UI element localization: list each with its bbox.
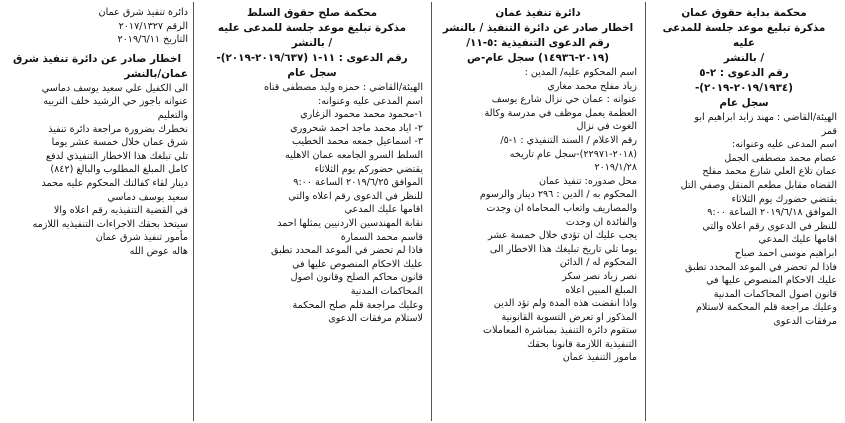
notice-text-line: التنفيذية اللازمة قانونا بحقك: [527, 338, 637, 350]
notice-text-line: اسم المدعى عليه وعنوانه:: [732, 139, 837, 151]
notice-text-line: مرفقات الدعوى: [773, 315, 837, 327]
notice-text-line: والتعليم: [157, 109, 188, 121]
notice-text-line: مامور التنفيذ عمان: [562, 352, 637, 364]
notice-text-line: عليك الاحكام المنصوص عليها في: [706, 275, 837, 287]
notice-text-line: اقامها عليك المدعي: [344, 204, 423, 216]
notice-text-line: عنوانه باجوز حي الرشيد خلف التربيه: [43, 96, 188, 108]
notice-text-line: المبلغ المبين اعلاه: [565, 284, 637, 296]
notice-heading-line: عمان/بالنشر: [124, 67, 188, 80]
notice-text-line: وعليك مراجعة قلم صلح المحكمة: [292, 299, 423, 311]
notice-text-line: رقم الاعلام / السند التنفيذي : ١-٥/: [500, 134, 637, 146]
notice-text-line: نقابة المهندسين الاردنيين يمثلها احمد: [277, 217, 423, 229]
notice-text-line: مأمور تنفيذ شرق عمان: [95, 232, 188, 244]
notice-text-line: (٢٠١٨-٢٢٩٧١)-سجل عام تاريخه: [509, 148, 637, 160]
notice-text-line: التاريخ ٢٠١٩/٦/١١: [117, 34, 188, 46]
notice-heading-line: محكمة بداية حقوق عمان: [681, 7, 807, 19]
notice-text-line: دائرة تنفيذ شرق عمان: [98, 7, 188, 18]
notice-heading-line: اخطار صادر عن دائرة التنفيذ / بالنشر: [442, 22, 634, 34]
notice-text-line: ٢- اياد محمد ماجد احمد شحروري: [290, 122, 423, 134]
notice-heading-line: دائرة تنفيذ عمان: [495, 7, 581, 19]
notice-text-line: الهيئة/القاضي : مهند زايد ابراهيم ابو: [694, 112, 837, 123]
notice-text-line: يجب عليك ان تؤدي خلال خمسة عشر: [488, 230, 637, 242]
notice-text-line: المحاكمات المدنية: [350, 285, 423, 297]
notice-text-line: والفائدة ان وجدت: [565, 216, 637, 228]
notice-heading-line: مذكرة تبليغ موعد جلسة للمدعى عليه: [217, 22, 407, 34]
notice-text-line: المذكور او تعرض التسوية القانونية: [501, 311, 637, 323]
notice-column-4: [0, 0, 193, 423]
notice-text-line: قانون اصول المحاكمات المدنية: [713, 288, 837, 300]
notice-text-line: يوما تلي تاريخ تبليغك هذا الاخطار الى: [489, 243, 637, 255]
notice-text-line: واذا انقضت هذه المدة ولم تؤد الدين: [493, 298, 637, 310]
notice-body: [431, 0, 645, 365]
notice-text-line: ستقوم دائرة التنفيذ بمباشرة المعاملات: [483, 325, 637, 337]
notice-body: [645, 0, 845, 329]
notice-text-line: نخطرك بضرورة مراجعة دائرة تنفيذ: [48, 123, 188, 135]
notice-text-line: والمصاريف واتعاب المحاماة ان وجدت: [486, 202, 637, 214]
notice-text-line: فاذا لم تحضر في الموعد المحدد تطبق: [684, 261, 837, 273]
notice-text-line: القضاه مقابل مطعم المنقل وصفي التل: [680, 179, 837, 191]
notice-text-line: قانون محاكم الصلح وقانون اصول: [290, 272, 423, 284]
notice-text-line: المحكوم له / الدائن: [559, 257, 637, 269]
notice-text-line: يقتضي حضوركم يوم الثلاثاء: [314, 163, 423, 175]
notice-column-1: [645, 0, 845, 423]
notice-heading-line: رقم الدعوى : ٢-٥ (٢٠١٩/١٩٣٤-٢٠١٩)-: [694, 67, 794, 94]
notice-body: [193, 0, 431, 326]
notice-heading-line: سجل عام: [287, 67, 337, 79]
notice-column-2: [431, 0, 645, 423]
notice-text-line: المحكوم به / الدين : ٢٩٦ دينار والرسوم: [479, 189, 637, 201]
notice-text-line: ١-محمود محمد محمود الزغاري: [300, 109, 423, 121]
notice-text-line: كامل المبلغ المطلوب والبالغ (٨٤٢): [50, 164, 188, 176]
notice-heading-line: رقم الدعوى التنفيذية :٥-١١/: [466, 37, 610, 49]
notice-text-line: عمان تلاع العلي شارع محمد مفلح: [702, 166, 837, 178]
notice-text-line: الموافق ٢٠١٩/٦/١٨ الساعة ٩:٠٠: [707, 207, 837, 219]
notice-text-line: زياد مفلح محمد مغاري: [547, 80, 637, 92]
notice-heading-line: سجل عام: [719, 97, 769, 109]
notice-text-line: الى الكفيل علي سعيد يوسف دماسي: [41, 82, 188, 94]
notice-text-line: قاسم محمد السمارة: [340, 231, 423, 243]
notice-text-line: اقامها عليك المدعي: [758, 234, 837, 246]
notice-text-line: هاله عوض الله: [129, 245, 188, 257]
notice-text-line: ٢٠١٩/١/٢٨: [594, 162, 637, 174]
notice-text-line: في القضية التنفيذيه رقم اعلاه والا: [53, 205, 188, 217]
notice-text-line: اسم المحكوم عليه/ المدين :: [524, 67, 637, 78]
notice-text-line: الغوث في نزال: [576, 121, 637, 133]
notice-text-line: الهيئة/القاضي : حمزه وليد مصطفى قناه: [263, 82, 423, 93]
notice-text-line: عنوانه : عمان حي نزال شارع يوسف: [491, 94, 637, 106]
notice-text-line: قمر: [821, 125, 837, 137]
notice-text-line: سيتخذ بحقك الاجراءات التنفيذيه اللازمه: [32, 218, 188, 230]
notice-text-line: العظمة يعمل موظف في مدرسة وكالة: [484, 107, 637, 119]
notice-text-line: تلي تبلغك هذا الاخطار التنفيذي لدفع: [45, 150, 188, 162]
notice-text-line: يقتضي حضورك يوم الثلاثاء: [731, 193, 837, 205]
notice-text-line: دينار لقاء كفالتك المحكوم عليه محمد: [41, 177, 188, 189]
notice-text-line: ٣- اسماعيل جمعه محمد الخطيب: [291, 136, 423, 148]
notice-text-line: وعليك مراجعة قلم المحكمة لاستلام: [695, 302, 837, 314]
notice-text-line: عصام محمد مصطفى الجمل: [724, 152, 837, 164]
notice-text-line: للنظر في الدعوى رقم اعلاه والتي: [702, 220, 837, 232]
notice-heading-line: رقم الدعوى : ١١-١ (٢٠١٩/٦٣٧-٢٠١٩)-: [216, 52, 408, 64]
notice-heading-line: / بالنشر: [723, 52, 765, 64]
notice-column-3: [193, 0, 431, 423]
notice-heading-line: محكمة صلح حقوق السلط: [246, 7, 378, 19]
notice-text-line: لاستلام مرفقات الدعوى: [328, 313, 423, 325]
notice-text-line: نصر زياد نصر سكر: [562, 270, 637, 282]
notice-text-line: سعيد يوسف دماسي: [107, 191, 188, 203]
notice-heading-line: (٢٠١٩-١٤٩٣٦) سجل عام-ص: [466, 52, 610, 64]
notice-text-line: الموافق ٢٠١٩/٦/٢٥ الساعة ٩:٠٠: [293, 177, 423, 189]
notice-text-line: شرق عمان خلال خمسة عشر يوما: [51, 137, 188, 149]
notice-text-line: اسم المدعى عليه وعنوانه:: [318, 95, 423, 107]
notice-text-line: فاذا لم تحضر في الموعد المحدد تطبق: [270, 245, 423, 257]
notice-text-line: السلط السرو الجامعه عمان الاهليه: [285, 149, 423, 161]
notice-text-line: عليك الاحكام المنصوص عليها في: [292, 258, 423, 270]
notice-text-line: محل صدوره: تنفيذ عمان: [538, 175, 637, 187]
notice-text-line: للنظر في الدعوى رقم اعلاه والتي: [288, 190, 423, 202]
notice-heading-line: / بالنشر: [291, 37, 333, 49]
notice-heading-line: اخطار صادر عن دائرة تنفيذ شرق: [12, 52, 182, 65]
notice-heading-line: مذكرة تبليغ موعد جلسة للمدعى عليه: [662, 22, 826, 49]
notice-body: [0, 0, 193, 259]
notice-text-line: الرقم ٢٠١٧/١٣٢٧: [118, 20, 188, 32]
notice-text-line: ابراهيم موسى احمد صباح: [734, 247, 837, 259]
